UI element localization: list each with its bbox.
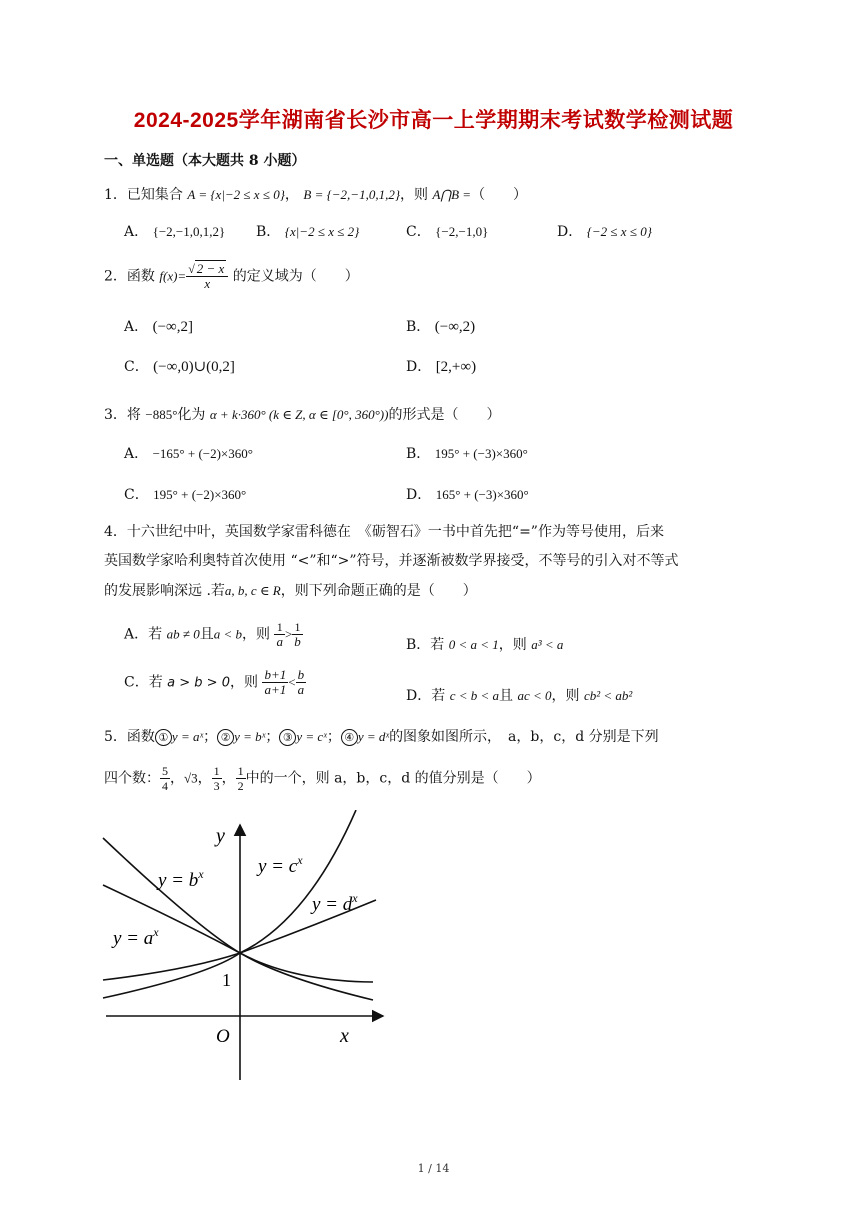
math-expr: √3	[184, 770, 198, 786]
option-value: [2,+∞)	[435, 359, 477, 375]
q4-option-b[interactable]	[406, 634, 563, 654]
option-value: (−∞,2]	[152, 319, 193, 335]
fraction: $\frac{b}{a}$	[297, 667, 305, 697]
exponential-graph	[98, 810, 388, 1085]
y-axis-label: y	[216, 825, 225, 847]
angle-value: −885°	[145, 407, 178, 422]
fraction: $\frac{1}{2}$	[237, 764, 244, 793]
option-text: ，则	[498, 637, 527, 653]
math-expr: y = bˣ	[234, 729, 266, 744]
math-expr: 0 < a < 1	[448, 637, 499, 652]
option-value: (−∞,0)∪(0,2]	[153, 359, 235, 375]
question-number: 5．	[104, 729, 127, 745]
q1-option-a[interactable]	[124, 221, 225, 241]
option-label: B．	[406, 446, 431, 462]
question-1	[104, 184, 527, 204]
q2-option-d[interactable]	[406, 356, 476, 376]
q2-option-c[interactable]	[124, 356, 235, 376]
option-value: {−2 ≤ x ≤ 0}	[586, 224, 652, 239]
punctuation: ；	[326, 729, 341, 745]
punctuation: ；	[265, 729, 280, 745]
option-label: A．	[124, 224, 149, 240]
question-4-line-2: 英国数学家哈利奥特首次使用 “<”和“>”符号，并逐渐被数学界接受，不等号的引入对不等式	[104, 553, 679, 569]
math-expr: ac < 0	[517, 688, 552, 703]
option-text: ，则	[551, 688, 580, 704]
math-expr: a < b	[213, 626, 242, 642]
q1-option-c[interactable]	[406, 221, 488, 241]
math-expr: a, b, c ∈ R	[224, 583, 281, 598]
question-5	[104, 726, 659, 746]
curve-b-label: $y = b^x$	[158, 867, 204, 891]
option-label: D．	[406, 487, 432, 503]
q3-option-a[interactable]	[124, 443, 253, 463]
option-label: A．	[124, 446, 149, 462]
comparison-sign: >	[284, 626, 293, 642]
question-text: 的定义域为（ ）	[232, 268, 359, 285]
q2-option-b[interactable]	[406, 316, 475, 336]
fraction: $\frac{b+1}{a+1}$	[264, 667, 287, 697]
denominator: x	[204, 276, 211, 291]
answer-blank: （ ）	[471, 187, 528, 203]
option-label: A．若	[124, 626, 163, 643]
punctuation: ；	[203, 729, 218, 745]
option-text: ，则	[242, 626, 270, 643]
math-expr: y = aˣ	[171, 729, 204, 744]
question-text: ，则下列命题正确的是（ ）	[280, 583, 477, 599]
punctuation: ，	[170, 770, 184, 787]
question-text: 的发展影响深远 .若	[104, 583, 225, 599]
y-intercept-label: 1	[222, 970, 231, 990]
option-label: D．	[406, 359, 432, 375]
option-label: B．	[406, 319, 431, 335]
question-text: 化为	[177, 407, 206, 423]
circled-number: ①	[155, 729, 172, 746]
sqrt-sign: √	[188, 262, 195, 276]
question-text: 函数	[126, 268, 155, 285]
option-value: {x|−2 ≤ x ≤ 2}	[284, 224, 360, 239]
q3-option-d[interactable]	[406, 484, 529, 504]
option-label: C．	[124, 487, 149, 503]
question-3	[104, 404, 500, 424]
question-number: 1．	[104, 187, 127, 203]
function-name: f(x)=	[159, 268, 187, 284]
intersection-expr: A⋂B =	[432, 187, 472, 202]
option-text: 且	[199, 626, 214, 643]
q1-option-d[interactable]	[557, 221, 652, 241]
option-label: C．	[124, 359, 149, 375]
option-value: {−2,−1,0,1,2}	[152, 224, 226, 239]
question-text: 中的一个，则 a，b，c，d 的值分别是（ ）	[245, 770, 541, 787]
math-expr: a > b > 0	[167, 675, 230, 691]
option-label: D．若	[406, 688, 446, 704]
q3-option-c[interactable]	[124, 484, 246, 504]
angle-form-expr: α + k·360° (k ∈ Z, α ∈ [0°, 360°))	[209, 407, 389, 422]
math-expr: cb² < ab²	[583, 688, 633, 703]
curve-a-label: $y = a^x$	[113, 925, 159, 949]
set-b: B = {−2,−1,0,1,2}	[303, 187, 401, 202]
numerator: 2 − x	[196, 261, 225, 276]
curve-d-label: $y = d^x$	[312, 891, 358, 915]
option-value: 195° + (−2)×360°	[153, 487, 247, 502]
math-expr: y = dˣ	[357, 729, 390, 744]
q4-option-d[interactable]	[406, 685, 632, 705]
fraction: $\frac{5}{4}$	[162, 764, 168, 793]
section-heading: 一、单选题（本大题共 8 小题）	[104, 153, 306, 169]
punctuation: ，	[221, 770, 236, 787]
fraction: $\frac{1}{a}$	[276, 620, 283, 649]
comparison-sign: <	[288, 674, 296, 690]
option-text: 且	[499, 688, 514, 704]
option-label: C．	[406, 224, 431, 240]
origin-label: O	[216, 1026, 230, 1047]
option-value: −165° + (−2)×360°	[152, 446, 253, 461]
option-value: 165° + (−3)×360°	[435, 487, 529, 502]
option-label: A．	[124, 319, 149, 335]
question-text: 的图象如图所示， a，b，c，d 分别是下列	[389, 729, 659, 745]
page-title: 2024-2025学年湖南省长沙市高一上学期期末考试数学检测试题	[133, 109, 734, 132]
question-2	[104, 262, 359, 291]
option-label: D．	[557, 224, 583, 240]
q4-option-a[interactable]	[124, 620, 303, 649]
question-text: 的形式是（ ）	[388, 407, 501, 423]
question-text: 函数	[126, 729, 155, 745]
question-text: ，则	[400, 187, 429, 203]
math-expr: c < b < a	[449, 688, 500, 703]
q4-option-c[interactable]	[124, 668, 306, 697]
question-5-line-2	[104, 764, 541, 793]
circled-number: ②	[217, 729, 234, 746]
curve-c-label: $y = c^x$	[258, 853, 303, 877]
circled-number: ④	[341, 729, 358, 746]
option-label: B．若	[406, 637, 445, 653]
fraction: $\frac{1}{3}$	[213, 764, 220, 793]
question-4	[104, 521, 664, 541]
q3-option-b[interactable]	[406, 443, 528, 463]
option-value: (−∞,2)	[434, 319, 476, 335]
question-text: 十六世纪中叶，英国数学家雷科德在 《砺智石》一书中首先把“=”作为等号使用，后来	[126, 524, 664, 540]
question-number: 3．	[104, 407, 127, 423]
x-axis-label: x	[340, 1025, 349, 1047]
question-4-line-3	[104, 580, 477, 600]
question-text: 已知集合	[126, 187, 183, 203]
q1-option-b[interactable]	[256, 221, 359, 241]
option-value: {−2,−1,0}	[435, 224, 489, 239]
punctuation: ，	[197, 770, 212, 787]
function-fraction	[186, 262, 228, 291]
question-number: 4．	[104, 524, 127, 540]
option-label: B．	[256, 224, 281, 240]
question-text: 四个数：	[104, 770, 160, 787]
set-a: A = {x|−2 ≤ x ≤ 0}	[187, 187, 285, 202]
fraction: $\frac{1}{b}$	[294, 620, 301, 649]
math-expr: y = cˣ	[296, 729, 327, 744]
punctuation: ，	[284, 187, 299, 203]
circled-number: ③	[279, 729, 296, 746]
option-text: ，则	[229, 674, 258, 691]
question-text: 将	[126, 407, 141, 423]
q2-option-a[interactable]	[124, 316, 193, 336]
math-expr: ab ≠ 0	[166, 626, 200, 642]
curve-a	[103, 838, 373, 1000]
option-label: C．若	[124, 674, 163, 691]
option-value: 195° + (−3)×360°	[434, 446, 528, 461]
question-number: 2．	[104, 268, 127, 285]
math-expr: a³ < a	[531, 637, 564, 652]
page-number: 1 / 14	[417, 1162, 450, 1175]
